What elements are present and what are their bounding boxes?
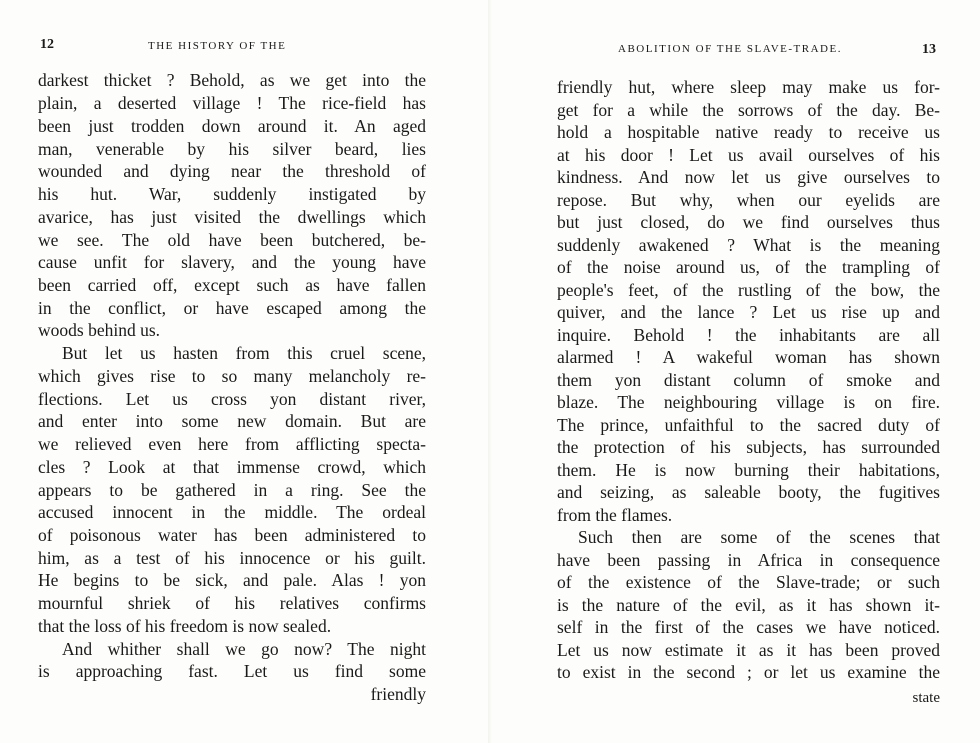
right-line: of the noise around us, of the trampling of xyxy=(557,257,940,277)
left-line: him, as a test of his innocence or his guilt. xyxy=(38,548,426,568)
right-line: of the existence of the Slave-trade; or such xyxy=(557,572,940,592)
left-line: And whither shall we go now? The night xyxy=(62,639,426,659)
right-line: is the nature of the evil, as it has shown it- xyxy=(557,595,940,615)
right-line: blaze. The neighbouring village is on fire. xyxy=(557,392,940,412)
right-line: people's feet, of the rustling of the bow, the xyxy=(557,280,940,300)
right-line: inquire. Behold ! the inhabitants are all xyxy=(557,325,940,345)
left-line: plain, a deserted village ! The rice-field has xyxy=(38,93,426,113)
left-line: in the conflict, or have escaped among the xyxy=(38,298,426,318)
right-line: kindness. And now let us give ourselves to xyxy=(557,167,940,187)
right-line: quiver, and the lance ? Let us rise up and xyxy=(557,302,940,322)
right-line: alarmed ! A wakeful woman has shown xyxy=(557,347,940,367)
left-line: appears to be gathered in a ring. See the xyxy=(38,480,426,500)
right-line: The prince, unfaithful to the sacred duty of xyxy=(557,415,940,435)
left-line: we relieved even here from afflicting specta- xyxy=(38,434,426,454)
right-line: suddenly awakened ? What is the meaning xyxy=(557,235,940,255)
right-page-number: 13 xyxy=(922,42,936,57)
left-line: his hut. War, suddenly instigated by xyxy=(38,184,426,204)
right-running-head: ABOLITION OF THE SLAVE-TRADE. xyxy=(618,43,842,55)
left-line: and enter into some new domain. But are xyxy=(38,411,426,431)
right-line: them yon distant column of smoke and xyxy=(557,370,940,390)
left-line: cause unfit for slavery, and the young have xyxy=(38,252,426,272)
left-line: been carried off, except such as have fallen xyxy=(38,275,426,295)
left-line: accused innocent in the middle. The ordeal xyxy=(38,502,426,522)
left-line: of poisonous water has been administered to xyxy=(38,525,426,545)
right-line: have been passing in Africa in consequence xyxy=(557,550,940,570)
left-line: that the loss of his freedom is now sealed. xyxy=(38,616,332,636)
left-line: which gives rise to so many melancholy re- xyxy=(38,366,426,386)
left-line: flections. Let us cross yon distant river, xyxy=(38,389,426,409)
left-line: woods behind us. xyxy=(38,320,161,340)
right-line: repose. But why, when our eyelids are xyxy=(557,190,940,210)
left-line: avarice, has just visited the dwellings which xyxy=(38,207,426,227)
left-catchword: friendly xyxy=(370,684,426,704)
left-line: wounded and dying near the threshold of xyxy=(38,161,426,181)
left-page-number: 12 xyxy=(40,37,54,52)
left-line: But let us hasten from this cruel scene, xyxy=(62,343,426,363)
left-line: man, venerable by his silver beard, lies xyxy=(38,139,426,159)
left-line: cles ? Look at that immense crowd, which xyxy=(38,457,426,477)
right-line: Such then are some of the scenes that xyxy=(578,527,940,547)
left-line: is approaching fast. Let us find some xyxy=(38,661,426,681)
left-running-head: THE HISTORY OF THE xyxy=(148,40,287,52)
left-line: He begins to be sick, and pale. Alas ! yon xyxy=(38,570,426,590)
left-line: been just trodden down around it. An aged xyxy=(38,116,426,136)
right-page xyxy=(490,0,980,743)
right-line: hold a hospitable native ready to receive us xyxy=(557,122,940,142)
right-line: but just closed, do we find ourselves thus xyxy=(557,212,940,232)
right-line: to exist in the second ; or let us examine the xyxy=(557,662,940,682)
right-line: and seizing, as saleable booty, the fugitives xyxy=(557,482,940,502)
left-line: we see. The old have been butchered, be- xyxy=(38,230,426,250)
right-line: the protection of his subjects, has surrounded xyxy=(557,437,940,457)
right-line: get for a while the sorrows of the day. Be- xyxy=(557,100,940,120)
right-line: Let us now estimate it as it has been proved xyxy=(557,640,940,660)
right-line: friendly hut, where sleep may make us for- xyxy=(557,77,940,97)
right-line: at his door ! Let us avail ourselves of his xyxy=(557,145,940,165)
right-line: from the flames. xyxy=(557,505,673,525)
right-line: them. He is now burning their habitations, xyxy=(557,460,940,480)
right-line: self in the first of the cases we have noticed. xyxy=(557,617,940,637)
left-line: darkest thicket ? Behold, as we get into the xyxy=(38,70,426,90)
right-catchword: state xyxy=(912,690,940,706)
left-line: mournful shriek of his relatives confirms xyxy=(38,593,426,613)
